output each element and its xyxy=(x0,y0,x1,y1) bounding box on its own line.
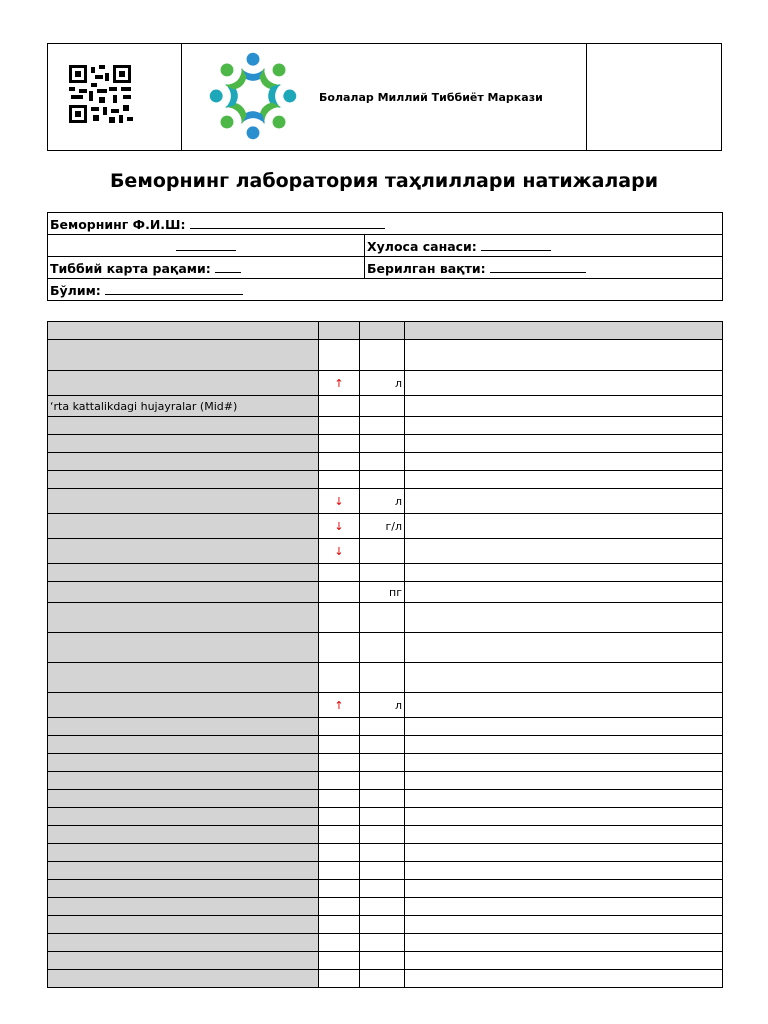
issued-time-cell xyxy=(365,257,723,279)
test-name-cell xyxy=(48,736,319,754)
reference-cell xyxy=(405,396,723,417)
table-row xyxy=(48,340,723,371)
conclusion-date-cell xyxy=(365,235,723,257)
reference-cell xyxy=(405,489,723,514)
reference-cell xyxy=(405,718,723,736)
result-flag-cell xyxy=(319,790,360,808)
reference-cell xyxy=(405,514,723,539)
table-row xyxy=(48,808,723,826)
conclusion-date-label: Хулоса санаси: xyxy=(367,239,477,254)
reference-cell xyxy=(405,916,723,934)
reference-cell xyxy=(405,603,723,633)
test-name-cell xyxy=(48,371,319,396)
unit-cell xyxy=(360,862,405,880)
unit-cell: л xyxy=(360,693,405,718)
result-flag-cell xyxy=(319,862,360,880)
result-flag-cell xyxy=(319,564,360,582)
result-flag-cell xyxy=(319,396,360,417)
table-row xyxy=(48,489,723,514)
result-flag-cell xyxy=(319,663,360,693)
table-row xyxy=(48,564,723,582)
table-row xyxy=(48,435,723,453)
results-header-row xyxy=(48,322,723,340)
result-flag-cell xyxy=(319,772,360,790)
unit-cell: г/л xyxy=(360,514,405,539)
document-header xyxy=(47,43,722,151)
test-name-cell xyxy=(48,564,319,582)
table-row xyxy=(48,844,723,862)
table-row xyxy=(48,772,723,790)
patient-name-cell xyxy=(48,213,723,235)
unit-cell xyxy=(360,916,405,934)
test-name-cell xyxy=(48,844,319,862)
header-cell xyxy=(319,322,360,340)
test-name-cell xyxy=(48,898,319,916)
reference-cell xyxy=(405,934,723,952)
test-name-cell xyxy=(48,663,319,693)
result-flag-cell xyxy=(319,603,360,633)
department-row xyxy=(48,279,723,301)
qr-code-icon xyxy=(69,65,134,125)
header-cell xyxy=(360,322,405,340)
header-empty-cell xyxy=(587,44,721,150)
result-flag-cell: ↑ xyxy=(319,371,360,396)
test-name-cell xyxy=(48,582,319,603)
unit-cell xyxy=(360,952,405,970)
reference-cell xyxy=(405,754,723,772)
unit-cell xyxy=(360,471,405,489)
reference-cell xyxy=(405,371,723,396)
table-row xyxy=(48,453,723,471)
table-row xyxy=(48,898,723,916)
result-flag-cell xyxy=(319,633,360,663)
result-flag-cell xyxy=(319,754,360,772)
unit-cell: пг xyxy=(360,582,405,603)
result-flag-cell xyxy=(319,736,360,754)
test-name-cell xyxy=(48,718,319,736)
test-name-cell xyxy=(48,417,319,435)
test-name-cell xyxy=(48,772,319,790)
reference-cell xyxy=(405,826,723,844)
reference-cell xyxy=(405,471,723,489)
reference-cell xyxy=(405,898,723,916)
card-row xyxy=(48,257,723,279)
conclusion-row xyxy=(48,235,723,257)
reference-cell xyxy=(405,435,723,453)
test-name-cell xyxy=(48,934,319,952)
reference-cell xyxy=(405,539,723,564)
test-name-cell xyxy=(48,916,319,934)
result-flag-cell xyxy=(319,435,360,453)
test-name-cell xyxy=(48,880,319,898)
result-flag-cell xyxy=(319,340,360,371)
test-name-cell xyxy=(48,693,319,718)
qr-cell xyxy=(48,44,182,150)
test-name-cell xyxy=(48,826,319,844)
department-blank xyxy=(105,281,243,295)
table-row xyxy=(48,396,723,417)
unit-cell xyxy=(360,934,405,952)
reference-cell xyxy=(405,582,723,603)
conclusion-date-blank xyxy=(481,237,551,251)
unit-cell xyxy=(360,880,405,898)
table-row xyxy=(48,417,723,435)
unit-cell xyxy=(360,396,405,417)
result-flag-cell xyxy=(319,471,360,489)
table-row xyxy=(48,603,723,633)
result-flag-cell xyxy=(319,916,360,934)
organization-name: Болалар Миллий Тиббиёт Маркази xyxy=(319,91,543,104)
reference-cell xyxy=(405,736,723,754)
table-row xyxy=(48,826,723,844)
logo-cell xyxy=(182,44,587,150)
reference-cell xyxy=(405,340,723,371)
table-row xyxy=(48,916,723,934)
issued-time-blank xyxy=(490,259,586,273)
reference-cell xyxy=(405,417,723,435)
unit-cell: л xyxy=(360,371,405,396)
test-name-cell xyxy=(48,514,319,539)
unit-cell xyxy=(360,736,405,754)
test-name-cell xyxy=(48,489,319,514)
reference-cell xyxy=(405,790,723,808)
result-flag-cell xyxy=(319,934,360,952)
table-row xyxy=(48,718,723,736)
reference-cell xyxy=(405,772,723,790)
unit-cell xyxy=(360,603,405,633)
center-logo-icon xyxy=(206,50,300,142)
department-cell xyxy=(48,279,723,301)
department-label: Бўлим: xyxy=(50,283,101,298)
unit-cell xyxy=(360,663,405,693)
patient-name-blank xyxy=(190,215,385,229)
table-row xyxy=(48,539,723,564)
test-name-cell xyxy=(48,471,319,489)
unit-cell xyxy=(360,453,405,471)
result-flag-cell xyxy=(319,844,360,862)
header-cell xyxy=(48,322,319,340)
reference-cell xyxy=(405,693,723,718)
table-row xyxy=(48,663,723,693)
reference-cell xyxy=(405,564,723,582)
result-flag-cell xyxy=(319,417,360,435)
reference-cell xyxy=(405,633,723,663)
unit-cell xyxy=(360,790,405,808)
reference-cell xyxy=(405,952,723,970)
table-row xyxy=(48,934,723,952)
unit-cell xyxy=(360,539,405,564)
table-row xyxy=(48,970,723,988)
test-name-cell: ‘rta kattalikdagi hujayralar (Mid#) xyxy=(48,396,319,417)
unit-cell xyxy=(360,754,405,772)
result-flag-cell xyxy=(319,952,360,970)
result-flag-cell xyxy=(319,970,360,988)
table-row xyxy=(48,862,723,880)
card-number-blank xyxy=(215,259,241,273)
result-flag-cell xyxy=(319,582,360,603)
table-row xyxy=(48,952,723,970)
result-flag-cell xyxy=(319,453,360,471)
table-row xyxy=(48,736,723,754)
result-flag-cell xyxy=(319,826,360,844)
page-title: Беморнинг лаборатория таҳлиллари натижалари xyxy=(109,170,659,192)
test-name-cell xyxy=(48,340,319,371)
reference-cell xyxy=(405,970,723,988)
patient-info-table xyxy=(47,212,723,301)
table-row xyxy=(48,693,723,718)
test-name-cell xyxy=(48,970,319,988)
test-name-cell xyxy=(48,862,319,880)
test-name-cell xyxy=(48,633,319,663)
unit-cell xyxy=(360,844,405,862)
patient-name-row xyxy=(48,213,723,235)
unit-cell xyxy=(360,970,405,988)
result-flag-cell: ↓ xyxy=(319,489,360,514)
table-row xyxy=(48,582,723,603)
table-row xyxy=(48,471,723,489)
result-flag-cell xyxy=(319,880,360,898)
header-cell xyxy=(405,322,723,340)
unit-cell xyxy=(360,808,405,826)
unit-cell xyxy=(360,340,405,371)
table-row xyxy=(48,514,723,539)
card-number-label: Тиббий карта рақами: xyxy=(50,261,211,276)
reference-cell xyxy=(405,453,723,471)
unit-cell: л xyxy=(360,489,405,514)
lab-results-table xyxy=(47,321,723,988)
test-name-cell xyxy=(48,453,319,471)
unit-cell xyxy=(360,772,405,790)
unit-cell xyxy=(360,718,405,736)
issued-time-label: Берилган вақти: xyxy=(367,261,486,276)
reference-cell xyxy=(405,862,723,880)
lab-results-body xyxy=(48,322,723,988)
unit-cell xyxy=(360,417,405,435)
result-flag-cell xyxy=(319,808,360,826)
reference-cell xyxy=(405,844,723,862)
table-row xyxy=(48,371,723,396)
reference-cell xyxy=(405,880,723,898)
reference-cell xyxy=(405,663,723,693)
unit-cell xyxy=(360,826,405,844)
test-name-cell xyxy=(48,539,319,564)
date-blank xyxy=(176,237,236,251)
test-name-cell xyxy=(48,603,319,633)
reference-cell xyxy=(405,808,723,826)
test-name-cell xyxy=(48,754,319,772)
result-flag-cell xyxy=(319,898,360,916)
card-number-cell xyxy=(48,257,365,279)
unit-cell xyxy=(360,633,405,663)
test-name-cell xyxy=(48,808,319,826)
unit-cell xyxy=(360,435,405,453)
date-blank-cell xyxy=(48,235,365,257)
table-row xyxy=(48,790,723,808)
table-row xyxy=(48,633,723,663)
table-row xyxy=(48,754,723,772)
test-name-cell xyxy=(48,435,319,453)
patient-name-label: Беморнинг Ф.И.Ш: xyxy=(50,217,186,232)
result-flag-cell: ↓ xyxy=(319,539,360,564)
test-name-cell xyxy=(48,790,319,808)
unit-cell xyxy=(360,898,405,916)
test-name-cell xyxy=(48,952,319,970)
result-flag-cell: ↑ xyxy=(319,693,360,718)
result-flag-cell xyxy=(319,718,360,736)
result-flag-cell: ↓ xyxy=(319,514,360,539)
unit-cell xyxy=(360,564,405,582)
table-row xyxy=(48,880,723,898)
